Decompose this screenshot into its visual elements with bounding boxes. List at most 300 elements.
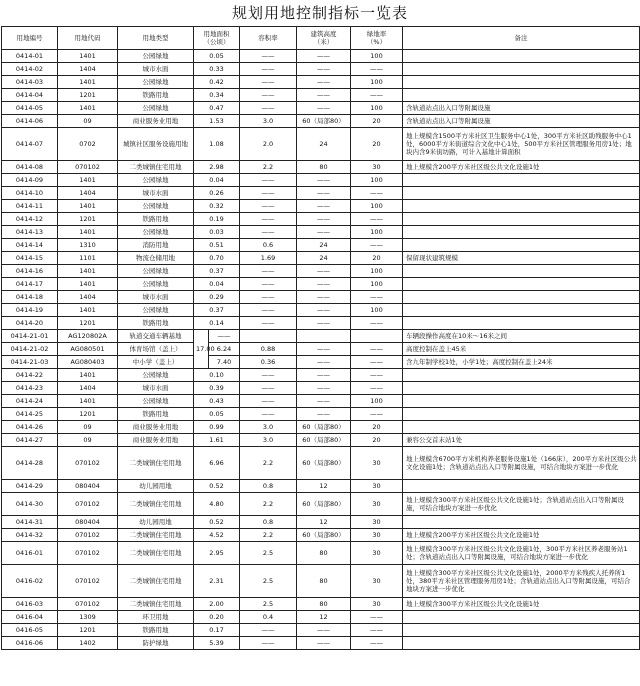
far-cell: 0.8 [240,516,297,529]
table-row [2,102,640,115]
table-row [2,226,640,239]
height-cell: 60（局部80） [297,493,351,516]
land-code-cell: 1401 [58,76,118,89]
green-rate-cell: 100 [351,395,403,408]
land-type-cell: 二类城镇住宅用地 [118,161,194,174]
land-id-cell: 0416-06 [2,637,58,650]
far-cell: —— [240,187,297,200]
far-cell: 3.0 [240,115,297,128]
note-cell: 地上规模含300平方米社区级公共文化设施1处，300平方米社区养老服务站1处；含轨道站点出入口等附属设施，可结合地块方案进一步优化 [403,542,640,565]
land-area-cell: 0.03 [194,226,240,239]
land-id-cell: 0414-21-01 [2,330,58,343]
land-type-cell: 轨道交通车辆基地 [118,330,194,343]
land-code-cell: 1402 [58,637,118,650]
height-cell: —— [297,317,351,330]
land-type-cell: 公园绿地 [118,226,194,239]
height-cell: 12 [297,480,351,493]
note-cell [403,637,640,650]
land-area-cell: 0.04 [194,278,240,291]
green-rate-cell: 20 [351,128,403,161]
land-code-cell: AG080403 [58,356,118,369]
green-rate-cell: 100 [351,304,403,317]
far-cell: —— [240,226,297,239]
land-id-cell: 0414-16 [2,265,58,278]
land-id-cell: 0414-28 [2,447,58,480]
land-area-cell: 0.42 [194,76,240,89]
column-header: 用地代码 [58,27,118,50]
height-cell: 24 [297,239,351,252]
land-area-cell: 0.70 [194,252,240,265]
green-rate-cell: —— [351,89,403,102]
land-id-cell: 0414-19 [2,304,58,317]
height-cell: —— [297,395,351,408]
column-header: 用地类型 [118,27,194,50]
land-type-cell: 二类城镇住宅用地 [118,447,194,480]
green-rate-cell: —— [351,187,403,200]
land-id-cell: 0414-23 [2,382,58,395]
land-area-cell: 0.20 [194,611,240,624]
table-body [2,50,640,650]
table-row [2,598,640,611]
land-code-cell: 070102 [58,598,118,611]
far-cell: —— [240,89,297,102]
table-row [2,382,640,395]
green-rate-cell: 100 [351,76,403,89]
land-type-cell: 公园绿地 [118,76,194,89]
note-cell [403,187,640,200]
land-type-cell: 二类城镇住宅用地 [118,565,194,598]
land-type-cell: 幼儿园用地 [118,516,194,529]
height-cell: 12 [297,516,351,529]
land-code-cell: 1201 [58,89,118,102]
land-id-cell: 0416-03 [2,598,58,611]
table-row [2,89,640,102]
land-type-cell: 二类城镇住宅用地 [118,529,194,542]
green-rate-cell: —— [351,356,403,369]
far-cell: 2.5 [240,542,297,565]
land-area-cell: 2.98 [194,161,240,174]
land-code-cell: 1201 [58,317,118,330]
land-code-cell: 1201 [58,408,118,421]
land-type-cell: 公园绿地 [118,50,194,63]
land-code-cell: 070102 [58,542,118,565]
table-row [2,304,640,317]
land-code-cell: 1404 [58,187,118,200]
land-area-cell: 0.14 [194,317,240,330]
land-area-cell: 0.52 [194,480,240,493]
land-type-cell: 铁路用地 [118,408,194,421]
far-cell: 2.2 [240,161,297,174]
land-code-cell: 1401 [58,395,118,408]
land-area-cell: 0.37 [194,304,240,317]
far-cell [240,330,297,343]
note-cell [403,226,640,239]
note-cell: 含九年制学校1处，小学1处；高度控制在盖上24米 [403,356,640,369]
land-code-cell: 070102 [58,493,118,516]
land-type-cell: 消防用地 [118,239,194,252]
land-type-cell: 公园绿地 [118,174,194,187]
land-code-cell: 1401 [58,278,118,291]
height-cell: 24 [297,252,351,265]
height-cell: 80 [297,542,351,565]
land-area-cell: —— [209,330,240,343]
far-cell: 2.0 [240,128,297,161]
height-cell: —— [297,213,351,226]
height-cell: —— [297,278,351,291]
far-cell: 2.5 [240,565,297,598]
green-rate-cell: —— [351,637,403,650]
land-type-cell: 公园绿地 [118,102,194,115]
land-type-cell: 二类城镇住宅用地 [118,598,194,611]
land-area-cell: 6.96 [194,447,240,480]
height-cell: —— [297,356,351,369]
table-row [2,624,640,637]
note-cell [403,291,640,304]
land-id-cell: 0416-04 [2,611,58,624]
land-id-cell: 0414-32 [2,529,58,542]
land-id-cell: 0414-07 [2,128,58,161]
table-row [2,161,640,174]
height-cell: —— [297,369,351,382]
far-cell: —— [240,304,297,317]
far-cell: —— [240,291,297,304]
table-row [2,447,640,480]
group-total-area-cell: 17.00 [194,330,209,369]
green-rate-cell: 30 [351,565,403,598]
green-rate-cell: —— [351,408,403,421]
far-cell: —— [240,395,297,408]
height-cell: —— [297,200,351,213]
height-cell: —— [297,63,351,76]
note-cell [403,200,640,213]
land-code-cell: 080404 [58,516,118,529]
note-cell: 保留现状建筑规模 [403,252,640,265]
land-area-cell: 5.39 [194,637,240,650]
land-area-cell: 0.29 [194,291,240,304]
land-type-cell: 中小学（盖上） [118,356,194,369]
land-code-cell: 1309 [58,611,118,624]
column-header: 用地面积 （公顷） [194,27,240,50]
note-cell [403,174,640,187]
land-code-cell: 1201 [58,213,118,226]
land-area-cell: 0.34 [194,89,240,102]
note-cell [403,395,640,408]
table-row [2,516,640,529]
height-cell: —— [297,343,351,356]
land-code-cell: 1404 [58,382,118,395]
land-type-cell: 城市水面 [118,382,194,395]
height-cell: —— [297,89,351,102]
land-area-cell: 0.47 [194,102,240,115]
far-cell: —— [240,76,297,89]
land-id-cell: 0414-05 [2,102,58,115]
note-cell [403,239,640,252]
height-cell: —— [297,76,351,89]
land-type-cell: 铁路用地 [118,317,194,330]
land-type-cell: 公园绿地 [118,369,194,382]
land-type-cell: 公园绿地 [118,265,194,278]
height-cell: 80 [297,598,351,611]
note-cell: 地上规模含300平方米社区级公共文化设施1处；含轨道站点出入口等附属设施，可结合地块方案进一步优化 [403,493,640,516]
green-rate-cell: —— [351,369,403,382]
land-area-cell: 1.61 [194,434,240,447]
column-header: 用地编号 [2,27,58,50]
land-type-cell: 二类城镇住宅用地 [118,542,194,565]
land-area-cell: 6.24 [209,343,240,356]
green-rate-cell: 30 [351,447,403,480]
land-id-cell: 0414-13 [2,226,58,239]
land-id-cell: 0414-22 [2,369,58,382]
green-rate-cell: —— [351,213,403,226]
land-area-cell: 0.43 [194,395,240,408]
note-cell: 车辆段操作高度在10米～16米之间 [403,330,640,343]
land-id-cell: 0414-03 [2,76,58,89]
height-cell: —— [297,226,351,239]
table-row [2,421,640,434]
height-cell: —— [297,102,351,115]
table-row [2,50,640,63]
table-row [2,174,640,187]
land-area-cell: 1.08 [194,128,240,161]
land-code-cell: 1401 [58,102,118,115]
far-cell: 2.2 [240,447,297,480]
land-code-cell: 1404 [58,291,118,304]
land-area-cell: 0.99 [194,421,240,434]
note-cell [403,317,640,330]
table-row [2,529,640,542]
land-area-cell: 0.26 [194,187,240,200]
land-area-cell: 0.04 [194,174,240,187]
land-id-cell: 0416-01 [2,542,58,565]
green-rate-cell: 100 [351,265,403,278]
land-code-cell: 1401 [58,369,118,382]
land-id-cell: 0414-29 [2,480,58,493]
far-cell: —— [240,102,297,115]
land-type-cell: 城市水面 [118,63,194,76]
column-header: 建筑高度 （米） [297,27,351,50]
height-cell: —— [297,408,351,421]
note-cell: 地上规模含300平方米社区级公共文化设施1处，2000平方米残疾人托养所1处，380平方米社区管理服务用房1处；含轨道站点出入口等附属设施，可结合地块方案进一步优化 [403,565,640,598]
land-id-cell: 0414-04 [2,89,58,102]
land-id-cell: 0414-31 [2,516,58,529]
land-area-cell: 0.19 [194,213,240,226]
land-code-cell: 070102 [58,565,118,598]
land-id-cell: 0414-10 [2,187,58,200]
land-code-cell: 1401 [58,226,118,239]
table-row [2,493,640,516]
land-id-cell: 0414-24 [2,395,58,408]
green-rate-cell: 100 [351,174,403,187]
land-type-cell: 铁路用地 [118,213,194,226]
land-code-cell: 1401 [58,174,118,187]
land-id-cell: 0414-14 [2,239,58,252]
land-area-cell: 0.51 [194,239,240,252]
table-row [2,200,640,213]
land-type-cell: 公园绿地 [118,395,194,408]
green-rate-cell: —— [351,239,403,252]
land-code-cell: AG120802A [58,330,118,343]
note-cell [403,516,640,529]
far-cell: —— [240,50,297,63]
land-id-cell: 0414-15 [2,252,58,265]
land-type-cell: 铁路用地 [118,89,194,102]
land-id-cell: 0414-06 [2,115,58,128]
note-cell [403,408,640,421]
land-id-cell: 0414-25 [2,408,58,421]
note-cell [403,76,640,89]
land-type-cell: 物流仓储用地 [118,252,194,265]
note-cell: 含轨道站点出入口等附属设施 [403,115,640,128]
land-area-cell: 2.95 [194,542,240,565]
land-control-table [1,26,640,650]
land-id-cell: 0414-26 [2,421,58,434]
far-cell: 2.2 [240,529,297,542]
note-cell [403,382,640,395]
land-id-cell: 0414-18 [2,291,58,304]
table-row [2,239,640,252]
table-row [2,76,640,89]
far-cell: —— [240,624,297,637]
green-rate-cell: 20 [351,434,403,447]
height-cell: 80 [297,161,351,174]
note-cell [403,421,640,434]
land-type-cell: 公园绿地 [118,200,194,213]
height-cell: —— [297,265,351,278]
land-id-cell: 0414-02 [2,63,58,76]
land-code-cell: 09 [58,434,118,447]
land-code-cell: 070102 [58,447,118,480]
note-cell [403,611,640,624]
table-row [2,637,640,650]
green-rate-cell: 100 [351,226,403,239]
table-row [2,480,640,493]
far-cell: —— [240,408,297,421]
far-cell: —— [240,265,297,278]
table-row [2,317,640,330]
note-cell [403,304,640,317]
land-code-cell: 080404 [58,480,118,493]
table-row [2,356,640,369]
height-cell: —— [297,304,351,317]
land-id-cell: 0416-02 [2,565,58,598]
land-area-cell: 4.52 [194,529,240,542]
land-area-cell: 0.52 [194,516,240,529]
land-area-cell: 0.05 [194,50,240,63]
land-type-cell: 商业服务业用地 [118,434,194,447]
note-cell [403,213,640,226]
height-cell: 60（局部80） [297,529,351,542]
land-code-cell: 1201 [58,624,118,637]
far-cell: —— [240,382,297,395]
far-cell: —— [240,369,297,382]
far-cell: 0.88 [240,343,297,356]
height-cell: —— [297,624,351,637]
far-cell: —— [240,63,297,76]
green-rate-cell: —— [351,343,403,356]
land-type-cell: 铁路用地 [118,624,194,637]
land-area-cell: 0.32 [194,200,240,213]
land-area-cell: 2.31 [194,565,240,598]
land-code-cell: 09 [58,115,118,128]
land-code-cell: 1401 [58,200,118,213]
land-id-cell: 0414-27 [2,434,58,447]
land-area-cell: 1.53 [194,115,240,128]
table-row [2,187,640,200]
far-cell: 3.0 [240,434,297,447]
far-cell: 3.0 [240,421,297,434]
far-cell: 0.6 [240,239,297,252]
green-rate-cell: 100 [351,278,403,291]
height-cell: —— [297,637,351,650]
table-row [2,330,640,343]
green-rate-cell: 30 [351,542,403,565]
land-type-cell: 体育场馆（盖上） [118,343,194,356]
green-rate-cell: 100 [351,50,403,63]
land-type-cell: 公园绿地 [118,304,194,317]
note-cell: 地上规模含200平方米社区级公共文化设施1处 [403,161,640,174]
table-row [2,63,640,76]
height-cell: —— [297,50,351,63]
land-type-cell: 环卫用地 [118,611,194,624]
land-area-cell: 7.40 [209,356,240,369]
land-code-cell: 070102 [58,161,118,174]
height-cell: —— [297,291,351,304]
note-cell [403,63,640,76]
note-cell: 含轨道站点出入口等附属设施 [403,102,640,115]
green-rate-cell: 30 [351,493,403,516]
table-row [2,565,640,598]
land-type-cell: 幼儿园用地 [118,480,194,493]
land-id-cell: 0414-20 [2,317,58,330]
height-cell: 60（局部80） [297,434,351,447]
green-rate-cell: 30 [351,529,403,542]
note-cell: 地上规模含6700平方米机构养老服务设施1处（166床），200平方米社区级公共文化设施1处；含轨道站点出入口等附属设施，可结合地块方案进一步优化 [403,447,640,480]
table-row [2,369,640,382]
land-code-cell: 1401 [58,50,118,63]
land-type-cell: 城镇社区服务设施用地 [118,128,194,161]
land-code-cell: 0702 [58,128,118,161]
column-header: 容积率 [240,27,297,50]
land-area-cell: 0.39 [194,382,240,395]
land-type-cell: 二类城镇住宅用地 [118,493,194,516]
table-row [2,291,640,304]
land-code-cell: 1404 [58,63,118,76]
table-row [2,343,640,356]
table-header-row [2,27,640,50]
height-cell [297,330,351,343]
land-id-cell: 0414-21-02 [2,343,58,356]
height-cell: —— [297,174,351,187]
note-cell: 地上规模含200平方米社区级公共文化设施1处 [403,529,640,542]
land-code-cell: 09 [58,421,118,434]
height-cell: —— [297,187,351,200]
table-row [2,128,640,161]
green-rate-cell: —— [351,382,403,395]
note-cell: 高度控制在盖上45米 [403,343,640,356]
land-area-cell: 2.00 [194,598,240,611]
land-code-cell: 1101 [58,252,118,265]
green-rate-cell: 100 [351,102,403,115]
note-cell [403,480,640,493]
land-id-cell: 0414-12 [2,213,58,226]
land-area-cell: 0.33 [194,63,240,76]
note-cell [403,265,640,278]
land-area-cell: 0.05 [194,408,240,421]
note-cell [403,89,640,102]
height-cell: 24 [297,128,351,161]
land-id-cell: 0414-21-03 [2,356,58,369]
note-cell: 地上规模含300平方米社区级公共文化设施1处 [403,598,640,611]
